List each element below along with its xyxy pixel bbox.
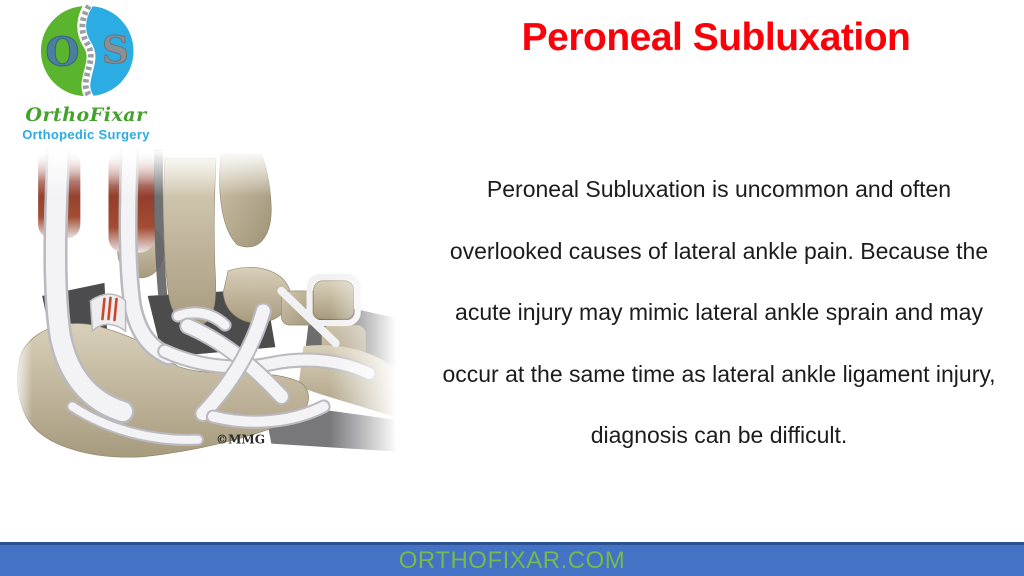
body-line: overlooked causes of lateral ankle pain. Because the [449,237,989,264]
logo-monogram-o: O [45,29,80,76]
body-line: acute injury may mimic lateral ankle sprain and may [455,299,983,326]
logo-monogram-s: S [101,27,129,72]
footer-website-text: ORTHOFIXAR.COM [398,546,626,574]
slide-body-text [424,159,1014,467]
logo-brand-name: OrthoFixar [25,104,147,126]
footer-bar [0,542,1024,576]
orthofixar-logo [18,4,154,142]
logo-tagline: Orthopedic Surgery [22,127,150,142]
logo-mark-icon [27,4,145,102]
body-line: Peroneal Subluxation is uncommon and often [486,176,952,202]
body-line: diagnosis can be difficult. [590,422,848,449]
illustration-credit: ©MMG [216,432,266,447]
ankle-illustration [12,150,404,472]
slide-title: Peroneal Subluxation [521,16,911,59]
body-line: occur at the same time as lateral ankle ligament injury, [442,360,996,387]
